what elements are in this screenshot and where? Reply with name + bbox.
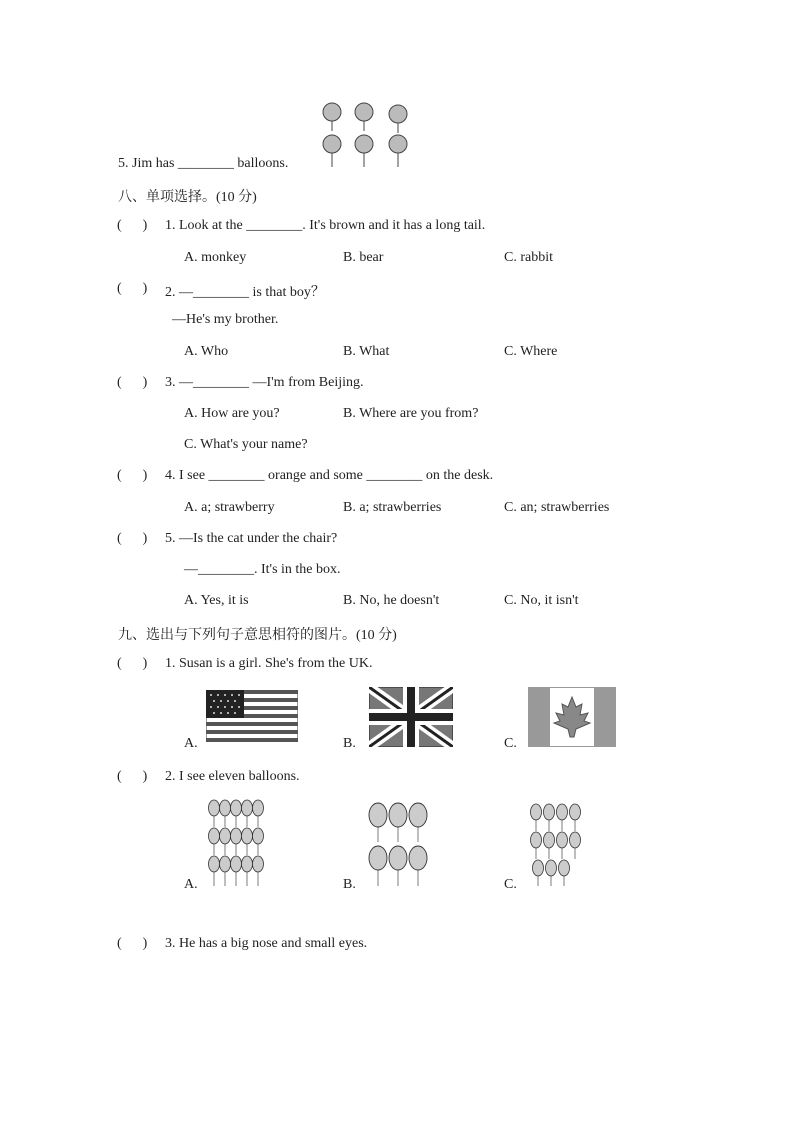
usa-flag-picture[interactable] <box>206 690 298 742</box>
answer-blank[interactable]: ( ) <box>117 468 148 483</box>
s9-q1-stem: 1. Susan is a girl. She's from the UK. <box>165 656 373 671</box>
s9-q3-stem: 3. He has a big nose and small eyes. <box>165 936 368 951</box>
question-5-top: 5. Jim has ________ balloons. <box>118 156 289 171</box>
s8-q2-option-b[interactable]: B. What <box>343 344 390 359</box>
s9-q2-stem: 2. I see eleven balloons. <box>165 769 300 784</box>
s8-q5-option-a[interactable]: A. Yes, it is <box>184 593 249 608</box>
s8-q2-stem: 2. —________ is that boy？ <box>165 285 325 300</box>
s8-q1-option-b[interactable]: B. bear <box>343 250 384 265</box>
s9-q1-option-b[interactable]: B. <box>343 736 356 751</box>
answer-blank[interactable]: ( ) <box>117 281 148 296</box>
balloons-eleven-picture[interactable] <box>528 802 586 890</box>
balloons-six-picture[interactable] <box>367 802 429 890</box>
s8-q4-option-c[interactable]: C. an; strawberries <box>504 500 610 515</box>
answer-blank[interactable]: ( ) <box>117 531 148 546</box>
answer-blank[interactable]: ( ) <box>117 218 148 233</box>
s8-q1-stem: 1. Look at the ________. It's brown and it has a long tail. <box>165 218 486 233</box>
answer-blank[interactable]: ( ) <box>117 936 148 951</box>
s8-q2-option-c[interactable]: C. Where <box>504 344 558 359</box>
answer-blank[interactable]: ( ) <box>117 769 148 784</box>
s8-q2-reply: —He's my brother. <box>172 312 279 327</box>
s9-q2-option-c[interactable]: C. <box>504 877 517 892</box>
s9-q2-option-a[interactable]: A. <box>184 877 198 892</box>
section-8-heading: 八、单项选择。(10 分) <box>118 190 257 205</box>
s8-q1-option-a[interactable]: A. monkey <box>184 250 247 265</box>
s8-q1-option-c[interactable]: C. rabbit <box>504 250 553 265</box>
s8-q5-option-c[interactable]: C. No, it isn't <box>504 593 579 608</box>
balloons-many-picture[interactable] <box>206 798 268 890</box>
s8-q3-stem: 3. —________ —I'm from Beijing. <box>165 375 364 390</box>
answer-blank[interactable]: ( ) <box>117 656 148 671</box>
uk-flag-picture[interactable] <box>369 687 453 747</box>
s8-q2-option-a[interactable]: A. Who <box>184 344 229 359</box>
s9-q1-option-a[interactable]: A. <box>184 736 198 751</box>
s8-q5-stem: 5. —Is the cat under the chair? <box>165 531 338 546</box>
s8-q5-reply: —________. It's in the box. <box>184 562 341 577</box>
s9-q1-option-c[interactable]: C. <box>504 736 517 751</box>
canada-flag-picture[interactable] <box>528 687 616 747</box>
s9-q2-option-b[interactable]: B. <box>343 877 356 892</box>
s8-q3-option-c[interactable]: C. What's your name? <box>184 437 308 452</box>
s8-q4-option-b[interactable]: B. a; strawberries <box>343 500 442 515</box>
section-9-heading: 九、选出与下列句子意思相符的图片。(10 分) <box>118 628 397 643</box>
s8-q4-option-a[interactable]: A. a; strawberry <box>184 500 275 515</box>
s8-q4-stem: 4. I see ________ orange and some ________ on the desk. <box>165 468 494 483</box>
s8-q5-option-b[interactable]: B. No, he doesn't <box>343 593 440 608</box>
s8-q3-option-a[interactable]: A. How are you? <box>184 406 280 421</box>
balloons-six-picture-top <box>318 100 418 172</box>
s8-q3-option-b[interactable]: B. Where are you from? <box>343 406 479 421</box>
answer-blank[interactable]: ( ) <box>117 375 148 390</box>
